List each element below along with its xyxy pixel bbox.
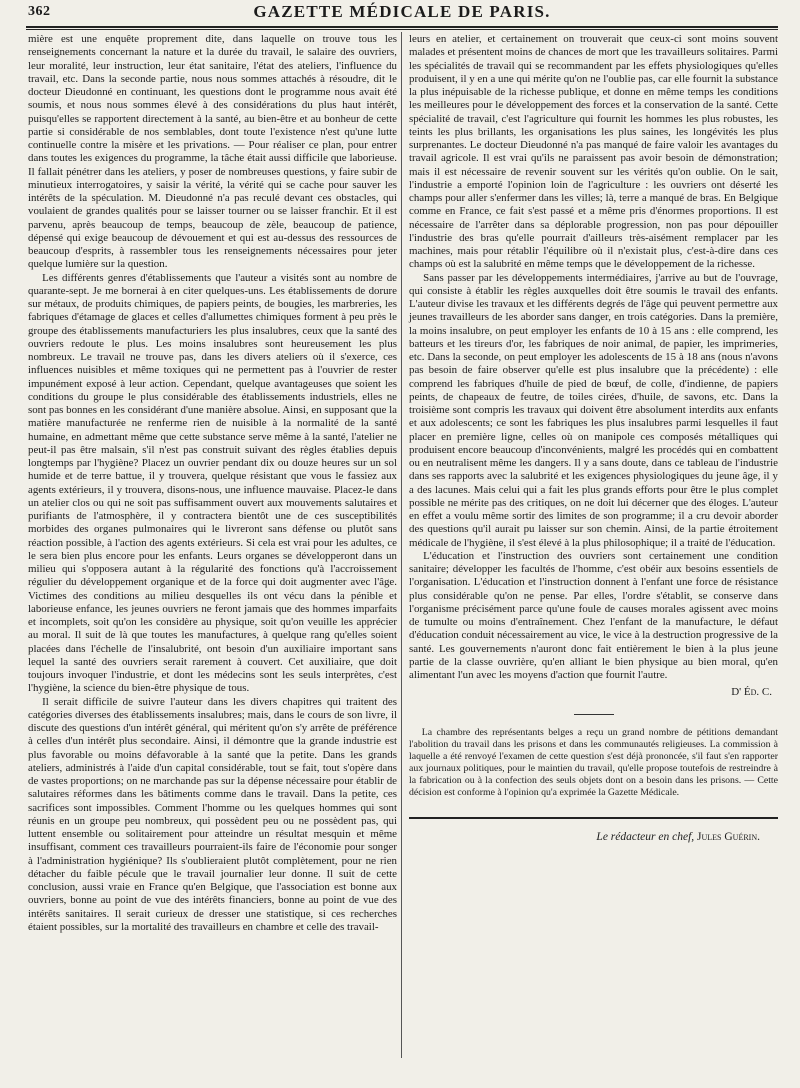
section-separator [574, 714, 614, 715]
paragraph: mière est une enquête proprement dite, dans laquelle on trouve tous les renseignements concernant la nature et la durée du travail, le salaire des ouvriers, leur moralité, leur instruction, leur état sanitaire, l'état des ateliers, l'influence du travail, etc. Dans la seconde partie, nous nous sommes attachés à résoudre, dit le docteur Dieudonné en continuant, les questions dont le programme nous avait été soumis, et nous nous sommes élevé à des considérations du plus haut intérêt, puisqu'elles se rapportent directement à la santé, au bien-être et au bonheur de cette partie si considérable de nos semblables, dont toute l'existence n'est qu'une lutte continuelle contre la misère et les privations. — Pour réaliser ce plan, pour entrer dans toutes les exigences du programme, la tâche était aussi difficile que laborieuse. Il fallait pénétrer dans les ateliers, y poser de nombreuses questions, y faire subir de minutieux interrogatoires, y saisir la vérité, la vérité qui se cache pour sauver les intérêts de la spéculation. M. Dieudonné n'a pas reculé devant ces obstacles, qui voulaient de grandes qualités pour se laisser tourner ou se laisser franchir. Et il est parvenu, après beaucoup de temps, beaucoup de zèle, beaucoup de patience, dépensé qui exige beaucoup de dévouement et qui est au-dessus des ressources de beaucoup d'esprits, à rassembler tous les renseignements nécessaires pour jeter quelque lumière sur la question. [28, 33, 397, 271]
column-divider [401, 32, 402, 1058]
note-paragraph: La chambre des représentants belges a reçu un grand nombre de pétitions demandant l'abolition du travail dans les prisons et dans les communautés religieuses. La commission à laquelle a été renvoyé l'examen de cette question s'est déjà prononcée, s'il faut s'en rapporter aux journaux politiques, pour le maintien du travail, qu'elle propose toutefois de restreindre à la fabrication ou à la confection des seuls objets dont on a besoin dans les prisons. — Cette décision est conforme à l'opinion qu'a exprimée la Gazette Médicale. [409, 726, 778, 798]
page-header [28, 2, 776, 24]
paragraph: leurs en atelier, et certainement on trouverait que ceux-ci sont moins souvent malades et présentent moins de chances de mort que les travailleurs solitaires. Parmi les spécialités de travail qui se recommandent par les effets physiologiques qu'elles produisent, il y en a une qui mérite qu'on ne l'oublie pas, car elle fournit la substance la plus inépuisable de la richesse publique, et donne en même temps les conditions les meilleures pour le développement des forces et la conservation de la santé. Cette spécialité de travail, c'est l'agriculture qui fournit les hommes les plus robustes, les teints les plus brillants, les organisations les plus saines, les longévités les plus surprenantes. Le docteur Dieudonné n'a pas manqué de faire valoir les avantages du travail agricole. Il est vrai qu'ils ne paraissent pas avoir besoin de démonstration; mais il est nécessaire de revenir souvent sur les vérités qu'on oublie. On le sait, l'industrie a emporté l'opinion loin de l'agriculture : les ouvriers ont déserté les champs pour aller s'enfermer dans les villes; là, terre a manqué de bras. En Belgique comme en France, ce fait s'est passé et a même pris d'énormes proportions. Il est nécessaire de l'arrêter dans sa déplorable progression, non pas pour dépouiller l'industrie des bras qu'elle pourrait d'ailleurs très-aisément remplacer par les machines, mais pour rétablir l'équilibre où il n'existait plus, c'est-à-dire dans ces champs où est la salubrité en même temps que le développement de la richesse. [409, 33, 778, 271]
article-signature: D' Éd. C. [731, 686, 772, 699]
right-column [409, 33, 778, 844]
journal-title: GAZETTE MÉDICALE DE PARIS. [253, 2, 551, 21]
left-column [28, 33, 397, 934]
paragraph: Les différents genres d'établissements que l'auteur a visités sont au nombre de quarante-sept. Je me bornerai à en citer quelques-uns. Les établissements de dorure sur métaux, de produits chimiques, de papiers peints, de bougies, les marbreries, les fabriques d'étamage de glaces et celles d'allumettes chimiques forment à peu près le groupe des établissements manufacturiers les plus insalubres, ceux que la santé des ouvriers redoute le plus. Les moins insalubres sont heureusement les plus nombreux. Le travail ne trouve pas, dans les divers ateliers où il s'exerce, ces influences nuisibles et même toxiques qui ne permettent pas à l'ouvrier de rester impunément exposé à leur action. Cependant, quelque avantageuses que soient les conditions du groupe le plus considérable des établissements industriels, elles ne sont pas bonnes en les considérant d'une manière absolue. Ainsi, en supposant que la matière manufacturée ne renferme rien de nuisible à la normalité de la santé humaine, en admettant même que cette substance serve même à la santé, l'atelier ne peut-il pas être malsain, s'il n'est pas construit suivant des règles établies depuis longtemps par l'hygiène? Placez un ouvrier pendant dix ou douze heures sur un sol humide et de terre battue, il y trouvera, quelque résistant que vous le fassiez aux agents extérieurs, il y trouvera, disons-nous, une influence mauvaise. Placez-le dans un atelier clos ou qui ne soit pas suffisamment ouvert aux mouvements salutaires et purifiants de l'atmosphère, il y contractera bientôt une de ces susceptibilités morbides des organes pulmonaires qui le livreront sans défense ou plutôt sans réaction possible, à l'action des agents extérieurs. Si cela est vrai pour les adultes, ce le sera bien plus encore pour les enfants. Leurs organes se développeront dans un milieu qui s'opposera autant à la régularité des fonctions qu'à l'accroissement régulier du développement organique et de la force qui doit augmenter avec l'âge. Victimes des conditions au milieu desquelles ils ont vécu dans la pénible et laborieuse enfance, les jeunes ouvriers ne feront jamais que des hommes imparfaits et incomplets, soit qu'on les considère au physique, soit qu'on veuille les apprécier au moral. Il suit de là que toutes les manufactures, à quelque rang qu'elles soient placées dans l'échelle de l'insalubrité, ont besoin d'un auxiliaire important sans lequel la santé des ouvriers serait rarement à couvert. Cet auxiliaire, que doit toujours invoquer l'industrie, et dont les médecins sont les seuls interprètes, c'est l'hygiène, la science du bien-être physique de tous. [28, 271, 397, 695]
paragraph: Sans passer par les développements intermédiaires, j'arrive au but de l'ouvrage, qui consiste à établir les règles auxquelles doit être soumis le travail des enfants. L'auteur divise les travaux et les différents degrés de l'âge qui peuvent permettre aux jeunes travailleurs de les aborder sans danger, en trois catégories. Dans la première, la moins insalubre, on peut employer les enfants de 10 à 15 ans : elle comprend, les batteurs et les tireurs d'or, les fabriques de noir animal, de papier, les imprimeries, etc. Dans la seconde, on peut employer les adolescents de 15 à 18 ans (nous n'avons pas besoin de faire observer qu'elle est plus insalubre que la précédente) : elle comprend les fabriques d'huile de pied de bœuf, de colle, d'indienne, de papiers peints, de chapeaux de feutre, de toiles cirées, d'huile, de savons, etc. Dans la troisième sont compris les travaux qui doivent être absolument interdits aux enfants et aux adolescents; ce sont les fabriques les plus insalubres parmi lesquelles il faut placer en première ligne, celles où on manipole ces composés métalliques qui produisent encore beaucoup d'inconvénients, malgré les procédés qui en combattent ou en neutralisent même les dangers. Il y a sans doute, dans ce tableau de l'industrie dans ses rapports avec la salubrité et les exigences physiologiques du jeune âge, il y a des lacunes. Mais celui qui a fait les plus grands efforts pour être le plus complet possible ne mérite pas des critiques, on ne doit lui décerner que des éloges. L'auteur en effet a voulu même sortir des limites de son programme; il a cru devoir aborder des questions qu'il aurait pu laisser sur son chemin. Ainsi, de la partie étroitement médicale de l'hygiène, il s'est élevé à la plus philosophique; il a traité de l'éducation. [409, 271, 778, 549]
footer-rule [409, 817, 778, 819]
editor-signature [409, 831, 760, 844]
editor-name: Jules Guérin. [697, 830, 760, 843]
editor-role: Le rédacteur en chef, [596, 830, 695, 843]
paragraph: Il serait difficile de suivre l'auteur dans les divers chapitres qui traitent des catégories diverses des établissements insalubres; mais, dans le cours de son livre, il discute des questions d'un intérêt général, qui méritent qu'on s'y arrête de préférence à celles d'un intérêt plus secondaire. Ainsi, il démontre que la grande industrie est plus favorable ou moins défavorable à la santé que la petite. Dans les grands ateliers, administrés à l'aide d'un capital considérable, tout se fait, tout s'opère dans de vastes proportions; on ne marchande pas sur la dépense nécessaire pour établir de salutaires réformes dans les bâtiments comme dans le travail. Dans la petite, ces sacrifices sont impossibles. Comment l'homme ou les quelques hommes qui sont réunis en un groupe peu nombreux, qui possèdent peu ou ne possèdent pas, qui luttent ensemble ou solitairement pour atteindre un résultat mesquin et même insuffisant, comment ces travailleurs pourraient-ils faire de l'économie pour songer à l'administration hygiénique? Ils s'oublieraient plutôt complètement, pour ne rien détacher du faible pécule que le travail journalier leur donne. Il suit de cette conclusion, aussi vraie en France qu'en Belgique, que l'association est bonne aux ouvriers, bonne au point de vue des intérêts financiers, bonne au point de vue des intérêts sanitaires. Il serait curieux de dresser une statistique, si ces recherches étaient possibles, sur la mortalité des travailleurs en chambre et celle des travail- [28, 695, 397, 933]
header-rule [26, 26, 778, 28]
page-number: 362 [28, 4, 51, 19]
news-note [409, 727, 778, 799]
paragraph: L'éducation et l'instruction des ouvriers sont certainement une condition sanitaire; développer les facultés de l'homme, c'est obéir aux besoins essentiels de l'organisation. L'éducation et l'instruction donnent à l'enfant une force de résistance plus considérable qu'on ne pense. Par elles, l'ordre s'établit, se conserve dans l'organisme précisément parce qu'une foule de causes morales agissent avec moins de tumulte ou moins d'entraînement. Chez l'enfant de la manufacture, le défaut d'éducation conduit nécessairement au vice, le vice à la destruction progressive de la santé. Les gouvernements n'auront donc fait entièrement le bien à la plus jeune partie de la classe ouvrière, qu'en alliant le bien physique au bien moral, qu'en alimentant l'un avec les moyens d'action que fournit l'autre. [409, 549, 778, 681]
header-rule-thin [26, 29, 778, 30]
